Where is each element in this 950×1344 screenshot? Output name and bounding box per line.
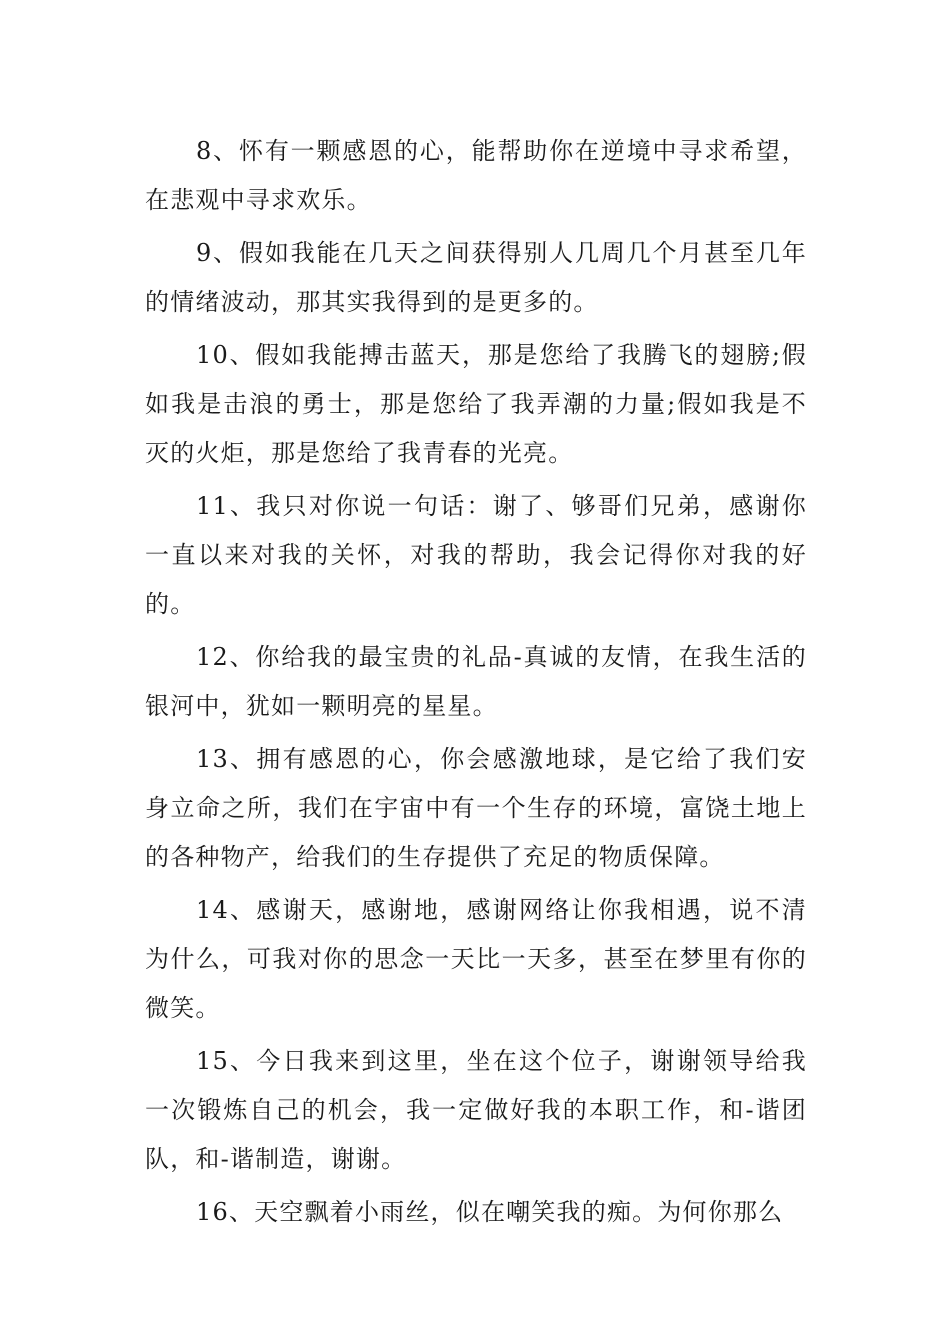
paragraph-16: 16、天空飘着小雨丝，似在嘲笑我的痴。为何你那么 bbox=[196, 1198, 784, 1226]
paragraph-13: 13、拥有感恩的心，你会感激地球，是它给了我们安身立命之所，我们在宇宙中有一个生存的环境，富饶土地上的各种物产，给我们的生存提供了充足的物质保障。 bbox=[145, 745, 807, 871]
paragraph-12: 12、你给我的最宝贵的礼品-真诚的友情，在我生活的银河中，犹如一颗明亮的星星。 bbox=[145, 643, 807, 720]
document-body bbox=[145, 127, 807, 1241]
paragraph-10: 10、假如我能搏击蓝天，那是您给了我腾飞的翅膀;假如我是击浪的勇士，那是您给了我弄潮的力量;假如我是不灭的火炬，那是您给了我青春的光亮。 bbox=[145, 341, 807, 467]
paragraph-8: 8、怀有一颗感恩的心，能帮助你在逆境中寻求希望，在悲观中寻求欢乐。 bbox=[145, 137, 807, 214]
paragraph-14: 14、感谢天，感谢地，感谢网络让你我相遇，说不清为什么，可我对你的思念一天比一天多，甚至在梦里有你的微笑。 bbox=[145, 896, 807, 1022]
paragraph-9: 9、假如我能在几天之间获得别人几周几个月甚至几年的情绪波动，那其实我得到的是更多的。 bbox=[145, 239, 807, 316]
paragraph-11: 11、我只对你说一句话：谢了、够哥们兄弟，感谢你一直以来对我的关怀，对我的帮助，我会记得你对我的好的。 bbox=[145, 492, 807, 618]
paragraph-15: 15、今日我来到这里，坐在这个位子，谢谢领导给我一次锻炼自己的机会，我一定做好我的本职工作，和-谐团队，和-谐制造，谢谢。 bbox=[145, 1047, 807, 1173]
